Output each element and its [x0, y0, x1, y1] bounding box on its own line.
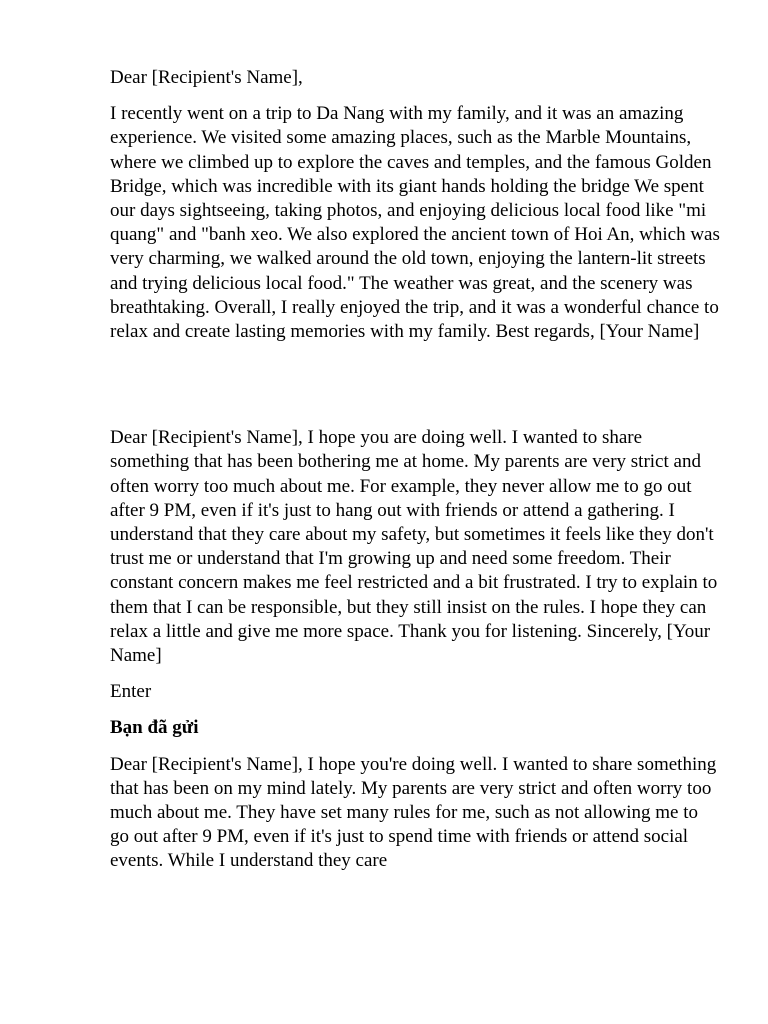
letter-trip-da-nang: I recently went on a trip to Da Nang with my family, and it was an amazing experience. We visited some amazing places, such as the Marble Mountains, where we climbed up to explore the caves and temples, and the famous Golden Bridge, which was incredible with its giant hands holding the bridge We spent our days sightseeing, taking photos, and enjoying delicious local food like "mi quang" and "banh xeo. We also explored the ancient town of Hoi An, which was very charming, we walked around the old town, enjoying the lantern-lit streets and trying delicious local food." The weather was great, and the scenery was breathtaking. Overall, I really enjoyed the trip, and it was a wonderful chance to relax and create lasting memories with my family. Best regards, [Your Name]	[110, 103, 720, 343]
sent-heading: Bạn đã gửi	[110, 717, 199, 739]
letter-salutation: Dear [Recipient's Name],	[110, 67, 303, 88]
document-page	[110, 66, 720, 874]
enter-text: Enter	[110, 681, 152, 703]
letter-strict-parents-revised: Dear [Recipient's Name], I hope you're doing well. I wanted to share something that has been on my mind lately. My parents are very strict and often worry too much about me. They have set many rules for me, such as not allowing me to go out after 9 PM, even if it's just to spend time with friends or attend social events. While I understand they care	[110, 753, 717, 872]
letter-strict-parents: Dear [Recipient's Name], I hope you are doing well. I wanted to share something that has been bothering me at home. My parents are very strict and often worry too much about me. For example, they never allow me to go out after 9 PM, even if it's just to hang out with friends or attend a gathering. I understand that they care about my safety, but sometimes it feels like they don't trust me or understand that I'm growing up and need some freedom. Their constant concern makes me feel restricted and a bit frustrated. I try to explain to them that I can be responsible, but they still insist on the rules. I hope they can relax a little and give me more space. Thank you for listening. Sincerely, [Your Name]	[110, 427, 718, 667]
paragraph-gap	[110, 344, 720, 426]
